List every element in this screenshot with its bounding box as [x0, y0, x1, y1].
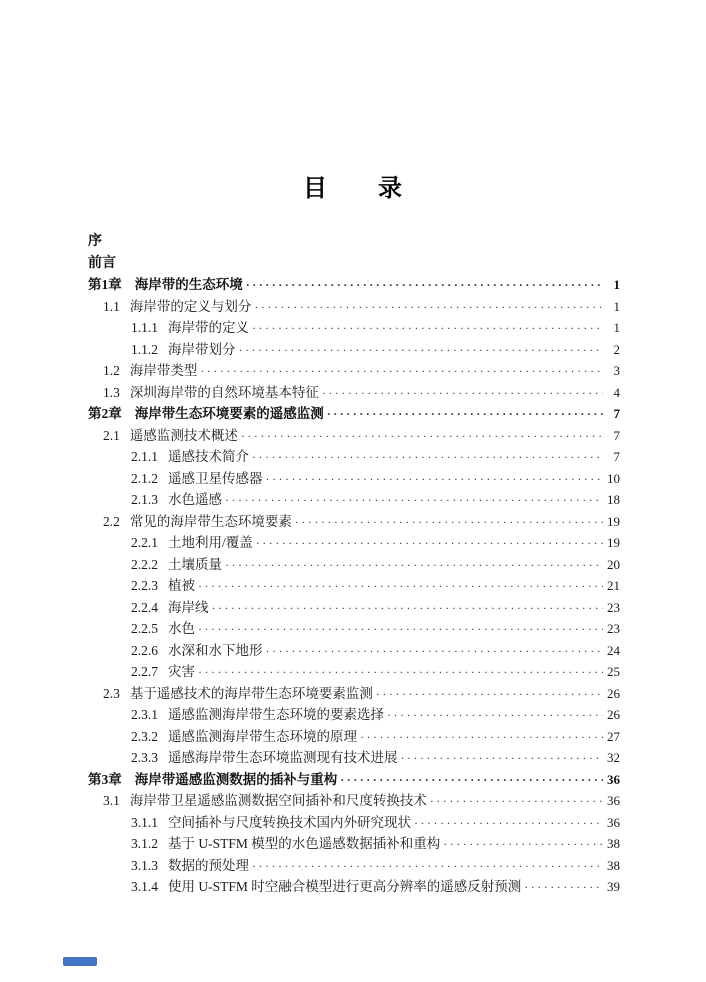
entry-number: 1.1.1 [131, 320, 158, 335]
toc-entry [88, 876, 620, 898]
entry-title: 海岸带类型 [129, 363, 198, 378]
entry-number: 3.1.1 [131, 814, 158, 830]
entry-title: 海岸带划分 [168, 341, 236, 357]
entry-title: 海岸带遥感监测数据的插补与重构 [134, 771, 338, 787]
entry-title: 基于遥感技术的海岸带生态环境要素监测 [129, 685, 373, 701]
toc-title: 目 录 [303, 176, 403, 202]
entry-number: 2.2.7 [131, 664, 158, 679]
entry-number: 2.3.2 [131, 728, 158, 744]
toc-entry [88, 339, 620, 361]
page-number: 19 [607, 513, 620, 529]
toc-entry [88, 704, 620, 726]
entry-number: 2.2.6 [131, 642, 158, 658]
entry-title: 水色遥感 [168, 492, 222, 507]
toc-entry [88, 253, 620, 275]
entry-title: 遥感监测海岸带生态环境的要素选择 [168, 707, 384, 722]
page-number: 24 [607, 642, 620, 658]
entry-title: 植被 [168, 578, 195, 593]
entry-title: 深圳海岸带的自然环境基本特征 [129, 384, 319, 400]
toc-entry [88, 833, 620, 855]
toc-entry [88, 511, 620, 533]
entry-title: 前言 [88, 255, 116, 271]
page-number: 36 [607, 793, 620, 808]
entry-title: 水色 [168, 621, 195, 636]
entry-number: 第2章 [88, 406, 122, 421]
toc-entry [88, 812, 620, 834]
toc-entry [88, 489, 620, 511]
entry-number: 1.3 [103, 384, 120, 400]
dot-leader [254, 296, 603, 319]
entry-number: 3.1.4 [131, 879, 158, 894]
toc-entry [88, 855, 620, 877]
entry-title: 土地利用/覆盖 [168, 535, 253, 550]
entry-number: 第3章 [88, 771, 122, 787]
dot-leader [256, 532, 603, 555]
page-number: 10 [607, 470, 620, 486]
page-number: 18 [607, 492, 620, 507]
dot-leader [252, 317, 603, 340]
dot-leader [401, 747, 604, 770]
toc-entry [88, 296, 620, 318]
entry-title: 海岸带的生态环境 [134, 277, 243, 292]
dot-leader [198, 575, 603, 598]
entry-title: 遥感监测技术概述 [129, 427, 238, 443]
page-number: 7 [613, 449, 620, 464]
entry-number: 2.3.3 [131, 750, 158, 765]
dot-leader [266, 640, 604, 663]
dot-leader [524, 876, 603, 899]
page-number: 38 [607, 857, 620, 873]
dot-leader [252, 855, 603, 878]
entry-number: 2.2.4 [131, 599, 158, 615]
page-number: 23 [607, 599, 620, 615]
entry-number: 3.1.3 [131, 857, 158, 873]
dot-leader [198, 618, 603, 641]
dot-leader [252, 446, 603, 469]
page-number: 38 [607, 836, 620, 851]
dot-leader [340, 769, 603, 792]
entry-title: 遥感技术简介 [168, 449, 249, 464]
toc-entry [88, 726, 620, 748]
entry-title: 常见的海岸带生态环境要素 [129, 513, 292, 529]
entry-number: 1.1.2 [131, 341, 158, 357]
entry-number: 2.3 [103, 685, 120, 701]
dot-leader [376, 683, 603, 706]
entry-number: 2.2.5 [131, 621, 158, 636]
entry-number: 2.1.1 [131, 449, 158, 464]
entry-number: 2.1.2 [131, 470, 158, 486]
page-number: 32 [607, 750, 620, 765]
dot-leader [266, 468, 604, 491]
toc-entry [88, 468, 620, 490]
dot-leader [246, 274, 603, 297]
entry-number: 1.2 [103, 363, 120, 378]
page-number: 39 [607, 879, 620, 894]
page-number: 27 [607, 728, 620, 744]
toc-entry [88, 769, 620, 791]
entry-title: 海岸带卫星遥感监测数据空间插补和尺度转换技术 [129, 793, 427, 808]
dot-leader [239, 339, 604, 362]
entry-title: 海岸带的定义 [168, 320, 249, 335]
entry-number: 第1章 [88, 277, 122, 292]
dot-leader [212, 597, 604, 620]
dot-leader [295, 511, 603, 534]
page-number: 26 [607, 685, 620, 701]
toc-entry [88, 317, 620, 339]
page-number: 25 [607, 664, 620, 679]
toc-entry [88, 403, 620, 425]
dot-leader [322, 382, 603, 405]
entry-number: 2.3.1 [131, 707, 158, 722]
page-number: 1 [613, 320, 620, 335]
toc-entry [88, 231, 620, 253]
page-number: 21 [607, 578, 620, 593]
entry-title: 土壤质量 [168, 556, 222, 572]
toc-entry [88, 683, 620, 705]
toc-list [88, 231, 620, 898]
entry-title: 遥感监测海岸带生态环境的原理 [168, 728, 357, 744]
toc-entry [88, 640, 620, 662]
dot-leader [443, 833, 603, 856]
page-number: 23 [607, 621, 620, 636]
dot-leader [387, 704, 603, 727]
dot-leader [198, 661, 603, 684]
entry-title: 数据的预处理 [168, 857, 249, 873]
entry-title: 海岸带的定义与划分 [129, 298, 252, 314]
dot-leader [327, 403, 603, 426]
toc-entry [88, 425, 620, 447]
entry-title: 海岸线 [168, 599, 209, 615]
toc-entry [88, 747, 620, 769]
dot-leader [241, 425, 603, 448]
page-number: 19 [607, 535, 620, 550]
page-number: 3 [613, 363, 620, 378]
dot-leader [225, 489, 603, 512]
dot-leader [414, 812, 603, 835]
entry-title: 使用 U-STFM 时空融合模型进行更高分辨率的遥感反射预测 [168, 879, 522, 894]
page-number: 36 [607, 814, 620, 830]
toc-entry [88, 274, 620, 296]
toc-entry [88, 532, 620, 554]
entry-number: 2.2 [103, 513, 120, 529]
toc-entry [88, 360, 620, 382]
toc-entry [88, 575, 620, 597]
entry-title: 序 [88, 234, 102, 249]
page-number: 1 [613, 277, 620, 292]
page-number: 26 [607, 707, 620, 722]
entry-number: 1.1 [103, 298, 120, 314]
toc-entry [88, 597, 620, 619]
page-number: 7 [613, 406, 620, 421]
toc-entry [88, 446, 620, 468]
page-number: 7 [613, 427, 620, 443]
entry-title: 遥感海岸带生态环境监测现有技术进展 [168, 750, 398, 765]
dot-leader [200, 360, 603, 383]
entry-number: 2.2.2 [131, 556, 158, 572]
entry-title: 遥感卫星传感器 [168, 470, 263, 486]
page-number: 2 [613, 341, 620, 357]
toc-entry [88, 554, 620, 576]
entry-number: 3.1.2 [131, 836, 158, 851]
page-number: 36 [607, 771, 620, 787]
entry-number: 3.1 [103, 793, 120, 808]
entry-title: 海岸带生态环境要素的遥感监测 [134, 406, 324, 421]
page-number: 4 [613, 384, 620, 400]
toc-entry [88, 790, 620, 812]
entry-number: 2.1 [103, 427, 120, 443]
toc-entry [88, 382, 620, 404]
dot-leader [225, 554, 603, 577]
page-number: 20 [607, 556, 620, 572]
toc-entry [88, 661, 620, 683]
entry-number: 2.2.3 [131, 578, 158, 593]
entry-title: 基于 U-STFM 模型的水色遥感数据插补和重构 [168, 836, 441, 851]
toc-entry [88, 618, 620, 640]
page-number: 1 [613, 298, 620, 314]
footer-bar [63, 957, 97, 966]
entry-number: 2.1.3 [131, 492, 158, 507]
dot-leader [360, 726, 603, 749]
dot-leader [430, 790, 603, 813]
entry-title: 水深和水下地形 [168, 642, 263, 658]
entry-title: 灾害 [168, 664, 195, 679]
entry-number: 2.2.1 [131, 535, 158, 550]
entry-title: 空间插补与尺度转换技术国内外研究现状 [168, 814, 411, 830]
